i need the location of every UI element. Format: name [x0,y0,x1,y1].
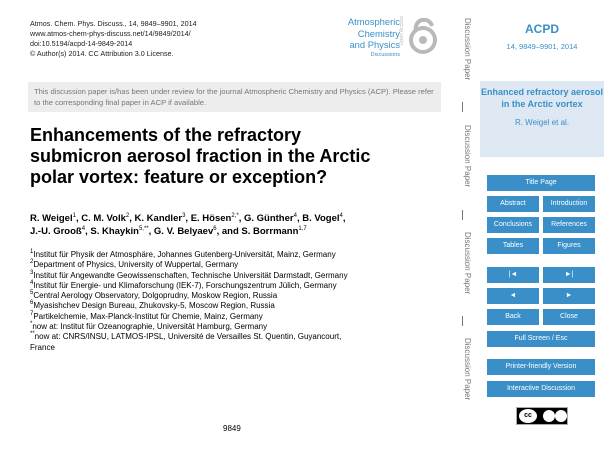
affiliation-sup: * [30,321,33,328]
affiliation-text: Myasishchev Design Bureau, Zhukovsky-5, Moscow Region, Russia [33,301,275,311]
strip-separator [462,102,463,112]
affiliation [30,281,440,291]
title-line: submicron aerosol fraction in the Arctic [30,146,371,166]
tables-button[interactable]: Tables [487,238,539,254]
affiliation-sup: 3 [30,269,34,276]
cc-icon: cc [519,409,537,423]
paper-title [30,125,430,188]
affiliation [30,260,440,270]
affiliation-text: Central Aerology Observatory, Dolgoprudny, Moskow Region, Russia [33,291,278,301]
introduction-button[interactable]: Introduction [543,196,595,212]
affiliation-text: Institut für Angewandte Geowissenschaften, Technische Universität Darmstadt, Germany [33,270,348,280]
discussion-paper-label: Discussion Paper [463,18,472,81]
last-page-button[interactable]: ►| [543,267,595,283]
affiliation [30,322,440,332]
affiliation [30,301,440,311]
previous-page-button[interactable]: ◄ [487,288,539,304]
author: C. M. Volk [81,213,126,224]
journal-logo [330,14,442,72]
logo-text [336,16,400,60]
author: E. Hösen [190,213,232,224]
affiliation-sup: 4 [30,279,34,286]
author: G. V. Belyaev [153,226,214,237]
author-sup: 2 [125,213,130,219]
journal-abbrev: ACPD [524,22,559,36]
author: J.-U. Grooß [30,226,82,237]
journal-meta [30,19,197,59]
author-sup: 5,** [138,226,149,232]
copyright-line: © Author(s) 2014. CC Attribution 3.0 License. [30,49,174,58]
author-line: R. Weigel$^1$, C. M. Volk$^2$, K. Kandler$^3$, E. Hösen$^{2,*}$, G. Günther$^4$, B. Vogel$^4$, [30,213,346,224]
page-number: 9849 [223,424,241,433]
affiliation-sup: 1 [30,249,34,255]
author: R. Weigel [30,213,73,224]
author: B. Vogel [302,213,340,224]
conclusions-button[interactable]: Conclusions [487,217,539,233]
short-title: Enhanced refractory aerosol in the Arctic vortex [480,87,604,109]
affiliation-text: Institut für Energie- und Klimaforschung (IEK-7), Forschungszentrum Jülich, Germany [33,280,337,290]
title-line: Enhancements of the refractory [30,125,302,145]
full-screen-button[interactable]: Full Screen / Esc [487,331,595,347]
printer-friendly-button[interactable]: Printer-friendly Version [487,359,595,375]
sidebar-header [472,22,612,51]
review-notice: This discussion paper is/has been under review for the journal Atmospheric Chemistry and Physics (ACP). Please refer to the corresponding final paper in ACP if available. [28,82,441,112]
author-sup: 2,* [231,213,239,219]
doi-line: doi:10.5194/acpd-14-9849-2014 [30,39,133,48]
author-sup: 1 [72,213,76,219]
affiliation-text: Department of Physics, University of Wuppertal, Germany [33,260,239,270]
strip-separator [462,316,463,326]
journal-url[interactable]: www.atmos-chem-phys-discuss.net/14/9849/2014/ [30,29,191,38]
affiliation-sup: 7 [30,310,34,317]
logo-line-1: Atmospheric [347,16,400,27]
paper-info-box [480,81,604,157]
interactive-discussion-button[interactable]: Interactive Discussion [487,381,595,397]
logo-line-2: Chemistry [357,27,400,39]
affiliation-sup: 6 [30,300,34,307]
affiliation [30,291,440,301]
affiliation-text: France [30,342,55,352]
author-sup: 4 [293,213,297,219]
affiliation-sup: 5 [30,290,34,297]
strip-separator [462,210,463,220]
journal-pages: 14, 9849–9901, 2014 [506,42,578,51]
affiliation [30,250,440,260]
author: G. Günther [243,213,294,224]
affiliation-text: Institut für Physik der Atmosphäre, Johannes Gutenberg-Universität, Mainz, Germany [33,250,336,259]
affiliation [30,271,440,281]
figures-button[interactable]: Figures [543,238,595,254]
attribution-icon [555,410,567,422]
open-access-lock-icon [406,18,440,58]
affiliation-sup: ** [30,331,35,338]
logo-line-3: and Physics [349,39,400,50]
author: and S. Borrmann [221,226,299,237]
discussion-paper-label: Discussion Paper [463,232,472,295]
abstract-button[interactable]: Abstract [487,196,539,212]
open-access-label: Open Access [399,16,405,46]
short-author: R. Weigel et al. [514,118,570,127]
author-sup: 4 [81,226,86,232]
title-line: polar vortex: feature or exception? [30,167,328,187]
discussion-paper-strip [454,0,472,451]
affiliation-sup: 2 [30,259,34,266]
affiliation [30,332,440,342]
citation-line: Atmos. Chem. Phys. Discuss., 14, 9849–9901, 2014 [30,19,197,28]
author: K. Kandler [134,213,183,224]
author-sup: 6 [213,226,217,232]
cc-license-badge[interactable] [516,407,568,425]
discussion-paper-label: Discussion Paper [463,338,472,401]
attribution-icon [543,410,555,422]
affiliation-text: Partikelchemie, Max-Planck-Institut für Chemie, Mainz, Germany [33,311,263,321]
discussion-paper-label: Discussion Paper [463,125,472,188]
author: S. Khaykin [90,226,139,237]
logo-discussions: Discussions [370,51,400,58]
author-list [30,212,440,238]
first-page-button[interactable]: |◄ [487,267,539,283]
back-button[interactable]: Back [487,309,539,325]
author-line: J.-U. Grooß$^4$, S. Khaykin$^{5,**}$, G. V. Belyaev$^6$, and S. Borrmann$^{1,7}$ [30,226,307,237]
affiliation-list [30,250,440,353]
next-page-button[interactable]: ► [543,288,595,304]
author-sup: 3 [182,213,186,219]
author-sup: 1,7 [298,226,307,232]
affiliation [30,343,440,353]
affiliation-text: now at: Institut für Ozeanographie, Universität Hamburg, Germany [32,322,268,332]
author-sup: 4 [339,213,343,219]
title-page-button[interactable]: Title Page [487,175,595,191]
references-button[interactable]: References [543,217,595,233]
affiliation-text: now at: CNRS/INSU, LATMOS-IPSL, Université de Versailles St. Quentin, Guyancourt, [34,332,342,342]
affiliation [30,312,440,322]
close-button[interactable]: Close [543,309,595,325]
